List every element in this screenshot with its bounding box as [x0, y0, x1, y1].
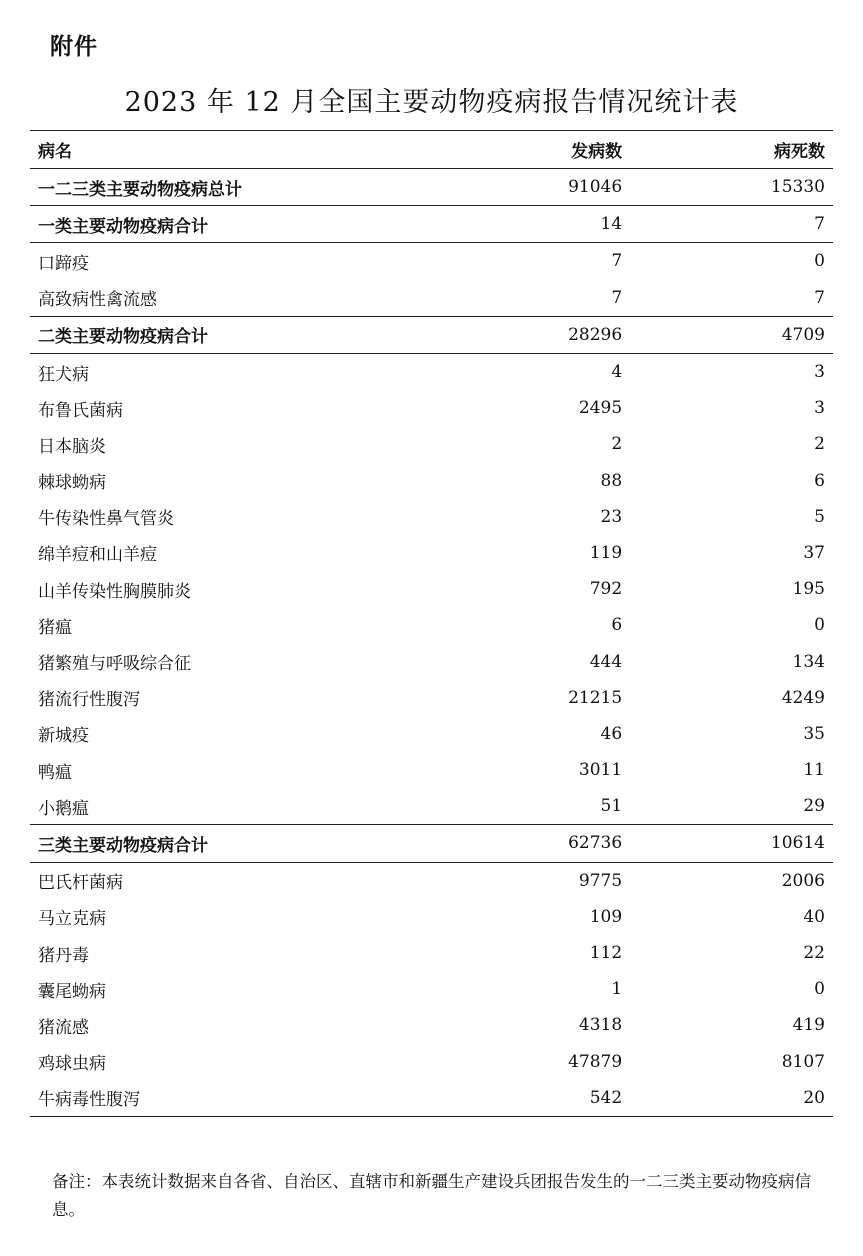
cell-cases: 4	[611, 362, 623, 383]
table-row	[30, 280, 833, 317]
cell-disease-name: 高致病性禽流感	[38, 290, 157, 311]
cell-disease-name: 布鲁氏菌病	[38, 400, 123, 421]
table-row	[30, 463, 833, 499]
table-row-subtotal	[30, 825, 833, 862]
cell-cases: 9775	[578, 870, 623, 891]
cell-deaths: 29	[803, 796, 825, 817]
cell-disease-name: 小鹅瘟	[38, 798, 89, 819]
cell-deaths: 7	[814, 214, 825, 235]
cell-cases: 7	[611, 287, 623, 308]
header-disease-name: 病名	[38, 142, 72, 162]
table-row	[30, 390, 833, 426]
header-cases: 发病数	[571, 142, 623, 162]
table-row	[30, 752, 833, 788]
table-row	[30, 971, 833, 1007]
disease-statistics-table	[30, 130, 833, 1117]
cell-cases: 91046	[568, 177, 623, 198]
cell-deaths: 5	[814, 506, 825, 527]
cell-deaths: 2006	[781, 870, 825, 891]
cell-disease-name: 口蹄疫	[38, 253, 89, 274]
cell-disease-name: 鸡球虫病	[38, 1054, 106, 1075]
cell-disease-name: 绵羊痘和山羊痘	[38, 545, 157, 566]
cell-cases: 51	[600, 796, 623, 817]
table-row-subtotal	[30, 206, 833, 243]
cell-disease-name: 猪繁殖与呼吸综合征	[38, 654, 191, 675]
cell-deaths: 2	[814, 434, 825, 455]
cell-cases: 14	[600, 214, 623, 235]
cell-deaths: 3	[814, 398, 825, 419]
table-row-subtotal	[30, 316, 833, 353]
cell-cases: 444	[589, 651, 623, 672]
cell-disease-name: 一二三类主要动物疫病总计	[38, 179, 242, 200]
table-row	[30, 862, 833, 899]
cell-disease-name: 牛病毒性腹泻	[38, 1090, 140, 1111]
cell-disease-name: 猪瘟	[38, 617, 72, 638]
cell-cases: 109	[589, 906, 623, 927]
cell-deaths: 35	[803, 723, 825, 744]
cell-cases: 47879	[568, 1051, 623, 1072]
table-row	[30, 535, 833, 571]
cell-cases: 2	[611, 434, 623, 455]
cell-deaths: 195	[792, 579, 825, 600]
table-row	[30, 499, 833, 535]
cell-cases: 6	[611, 615, 623, 636]
table-body	[30, 169, 833, 1117]
cell-disease-name: 日本脑炎	[38, 436, 106, 457]
table-row	[30, 353, 833, 390]
cell-disease-name: 猪流感	[38, 1017, 89, 1038]
attachment-label: 附件	[50, 34, 98, 60]
footnote: 备注：本表统计数据来自各省、自治区、直辖市和新疆生产建设兵团报告发生的一二三类主要动物疫病信息。	[52, 1172, 811, 1219]
cell-cases: 28296	[568, 324, 623, 345]
cell-deaths: 20	[803, 1087, 825, 1108]
cell-deaths: 8107	[781, 1051, 825, 1072]
cell-deaths: 0	[814, 615, 825, 636]
cell-deaths: 4709	[781, 324, 825, 345]
table-row	[30, 1080, 833, 1117]
cell-deaths: 37	[803, 542, 825, 563]
cell-disease-name: 巴氏杆菌病	[38, 873, 123, 894]
cell-deaths: 15330	[770, 177, 825, 198]
cell-disease-name: 新城疫	[38, 726, 89, 747]
cell-cases: 3011	[578, 760, 623, 781]
cell-deaths: 40	[803, 906, 825, 927]
cell-disease-name: 棘球蚴病	[38, 473, 106, 494]
cell-cases: 112	[589, 943, 623, 964]
cell-disease-name: 一类主要动物疫病合计	[38, 216, 208, 237]
table-row	[30, 899, 833, 935]
cell-deaths: 10614	[770, 833, 825, 854]
table-row	[30, 243, 833, 280]
cell-disease-name: 三类主要动物疫病合计	[38, 835, 208, 856]
cell-cases: 4318	[578, 1015, 623, 1036]
table-row	[30, 1007, 833, 1043]
table-row	[30, 1044, 833, 1080]
page-title: 2023 年 12 月全国主要动物疫病报告情况统计表	[124, 87, 739, 118]
cell-cases: 88	[600, 470, 623, 491]
cell-deaths: 419	[792, 1015, 825, 1036]
cell-deaths: 22	[803, 943, 825, 964]
cell-disease-name: 囊尾蚴病	[38, 981, 106, 1002]
table-row	[30, 643, 833, 679]
cell-deaths: 11	[803, 760, 825, 781]
table-row	[30, 571, 833, 607]
table-row	[30, 935, 833, 971]
cell-disease-name: 狂犬病	[38, 364, 89, 385]
cell-cases: 62736	[568, 833, 623, 854]
table-row	[30, 680, 833, 716]
table-row-subtotal	[30, 169, 833, 206]
table-row	[30, 607, 833, 643]
cell-deaths: 7	[814, 287, 825, 308]
cell-cases: 23	[600, 506, 623, 527]
cell-deaths: 6	[814, 470, 825, 491]
cell-deaths: 4249	[781, 687, 825, 708]
cell-deaths: 3	[814, 362, 825, 383]
cell-cases: 7	[611, 251, 623, 272]
cell-deaths: 0	[814, 979, 825, 1000]
cell-deaths: 134	[792, 651, 825, 672]
cell-cases: 46	[600, 723, 623, 744]
cell-disease-name: 山羊传染性胸膜肺炎	[38, 581, 191, 602]
cell-disease-name: 猪丹毒	[38, 945, 89, 966]
cell-cases: 119	[589, 542, 623, 563]
cell-disease-name: 鸭瘟	[38, 762, 72, 783]
cell-cases: 542	[589, 1087, 623, 1108]
table-row	[30, 426, 833, 462]
cell-disease-name: 马立克病	[38, 909, 106, 930]
table-row	[30, 788, 833, 825]
cell-disease-name: 猪流行性腹泻	[38, 690, 140, 711]
cell-disease-name: 二类主要动物疫病合计	[38, 327, 208, 348]
cell-cases: 2495	[578, 398, 623, 419]
header-deaths: 病死数	[774, 142, 825, 162]
cell-disease-name: 牛传染性鼻气管炎	[38, 509, 174, 530]
cell-deaths: 0	[814, 251, 825, 272]
cell-cases: 1	[611, 979, 623, 1000]
cell-cases: 792	[589, 579, 623, 600]
table-header-row	[30, 131, 833, 169]
cell-cases: 21215	[568, 687, 623, 708]
table-row	[30, 716, 833, 752]
